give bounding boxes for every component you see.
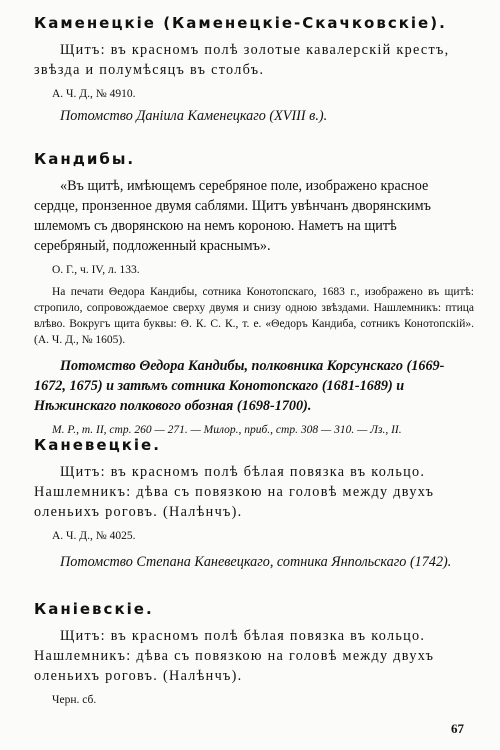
shield-description: Щитъ: въ красномъ полѣ бѣлая повязка въ кольцо. Нашлемникъ: дѣва съ повязкою на головѣ между двухъ оленьихъ роговъ. (Налѣнчъ). xyxy=(34,464,435,520)
entry-kandiby xyxy=(34,150,474,438)
entry-kamenetskie xyxy=(34,14,474,126)
archive-reference: А. Ч. Д., № 4025. xyxy=(52,530,136,542)
entry-heading: Каневецкіе. xyxy=(34,436,161,454)
shield-description: «Въ щитѣ, имѣющемъ серебряное поле, изображено красное сердце, пронзенное двумя саблями. Щитъ увѣнчанъ дворянскимъ шлемомъ съ дворянскою на немъ короною. Наметъ на щитѣ серебряный, подложенный краснымъ». xyxy=(34,178,431,254)
lineage-note: Потомство Θедора Кандибы, полковника Корсунскаго (1669-1672, 1675) и затѣмъ сотника Конотопскаго (1681-1689) и Нѣжинскаго полкового обозная (1698-1700). xyxy=(34,358,445,414)
archive-reference: Черн. сб. xyxy=(52,694,97,706)
bibliography-references: М. Р., т. II, стр. 260 — 271. — Милор., приб., стр. 308 — 310. — Лз., II. xyxy=(52,424,402,436)
lineage-note: Потомство Даніила Каменецкаго (XVIII в.). xyxy=(60,108,328,124)
entry-heading: Каніевскіе. xyxy=(34,600,154,618)
archive-reference: А. Ч. Д., № 4910. xyxy=(52,88,136,100)
entry-heading: Кандибы. xyxy=(34,150,136,168)
entry-heading: Каменецкіе (Каменецкіе-Скачковскіе). xyxy=(34,14,447,32)
entry-kanevetskie xyxy=(34,436,474,572)
shield-description: Щитъ: въ красномъ полѣ бѣлая повязка въ кольцо. Нашлемникъ: дѣва съ повязкою на головѣ между двухъ оленьихъ роговъ. (Налѣнчъ). xyxy=(34,628,435,684)
archive-reference: О. Г., ч. IV, л. 133. xyxy=(52,264,140,276)
page-number: 67 xyxy=(451,721,464,736)
shield-description: Щитъ: въ красномъ полѣ золотые кавалерскій крестъ, звѣзда и полумѣсяцъ въ столбъ. xyxy=(34,42,450,78)
lineage-note: Потомство Степана Каневецкаго, сотника Янпольскаго (1742). xyxy=(60,554,452,570)
entry-kanievskie xyxy=(34,600,474,708)
seal-description: На печати Θедора Кандибы, сотника Конотопскаго, 1683 г., изображено въ щитѣ: стропило, сопровождаемое сверху двумя и снизу одною звѣздами. Нашлемникъ: птица влѣво. Вокругъ щита буквы: Θ. К. С. К., т. е. «Θедоръ Кандиба, сотникъ Конотопскій». (А. Ч. Д., № 1605). xyxy=(34,286,474,346)
